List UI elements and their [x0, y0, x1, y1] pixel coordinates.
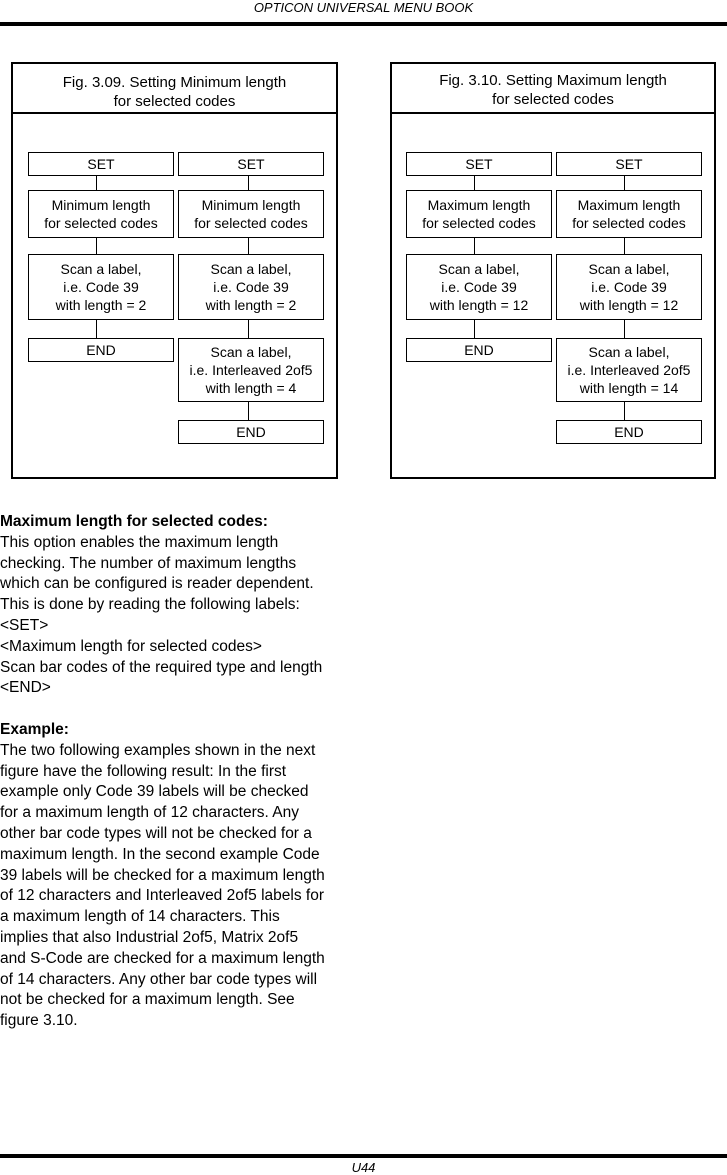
body-text	[0, 512, 352, 1032]
text-line: <SET>	[0, 616, 49, 634]
scan-box: Scan a label, i.e. Interleaved 2of5 with length = 14	[556, 338, 702, 402]
connector	[474, 176, 475, 190]
section-heading: Maximum length for selected codes:	[0, 513, 268, 530]
text-line: not be checked for a maximum length. See	[0, 991, 295, 1009]
connector	[96, 320, 97, 338]
end-box: END	[556, 420, 702, 444]
connector	[624, 238, 625, 254]
figure-min-title-line1: Fig. 3.09. Setting Minimum length	[62, 74, 287, 91]
scan-box: Scan a label, i.e. Code 39 with length = 2	[28, 254, 174, 320]
option-box: Maximum length for selected codes	[406, 190, 552, 238]
figure-max-title	[392, 64, 714, 114]
text-line: <END>	[0, 679, 51, 697]
set-box: SET	[556, 152, 702, 176]
connector	[624, 320, 625, 338]
scan-box: Scan a label, i.e. Code 39 with length = 2	[178, 254, 324, 320]
text-line: other bar code types will not be checked for a	[0, 824, 312, 842]
text-line: implies that also Industrial 2of5, Matrix 2of5	[0, 928, 299, 946]
text-line: a maximum length of 14 characters. This	[0, 908, 280, 926]
text-line: checking. The number of maximum lengths	[0, 554, 297, 572]
option-box: Minimum length for selected codes	[178, 190, 324, 238]
footer-rule	[0, 1154, 727, 1158]
end-box: END	[178, 420, 324, 444]
text-line: and S-Code are checked for a maximum length	[0, 949, 325, 967]
page-header: OPTICON UNIVERSAL MENU BOOK	[253, 0, 474, 15]
text-line: This is done by reading the following labels:	[0, 596, 300, 614]
scan-box: Scan a label, i.e. Interleaved 2of5 with length = 4	[178, 338, 324, 402]
connector	[624, 402, 625, 420]
end-box: END	[28, 338, 174, 362]
text-line: figure have the following result: In the first	[0, 762, 287, 780]
example-heading: Example:	[0, 720, 69, 738]
text-line: for a maximum length of 12 characters. Any	[0, 804, 299, 822]
scan-box: Scan a label, i.e. Code 39 with length = 12	[556, 254, 702, 320]
set-box: SET	[406, 152, 552, 176]
option-box: Minimum length for selected codes	[28, 190, 174, 238]
text-line: This option enables the maximum length	[0, 533, 279, 551]
text-line: which can be configured is reader dependent.	[0, 575, 314, 593]
scan-box: Scan a label, i.e. Code 39 with length = 12	[406, 254, 552, 320]
connector	[96, 176, 97, 190]
figure-min-title-line2: for selected codes	[113, 93, 236, 110]
set-box: SET	[178, 152, 324, 176]
text-line: maximum length. In the second example Code	[0, 845, 320, 863]
text-line: example only Code 39 labels will be checked	[0, 783, 309, 801]
text-line: Scan bar codes of the required type and length	[0, 658, 323, 676]
text-line: 39 labels will be checked for a maximum length	[0, 866, 325, 884]
connector	[474, 320, 475, 338]
connector	[248, 402, 249, 420]
end-box: END	[406, 338, 552, 362]
figure-max-title-line2: for selected codes	[492, 91, 614, 108]
connector	[96, 238, 97, 254]
connector	[248, 238, 249, 254]
header-rule	[0, 22, 727, 26]
set-box: SET	[28, 152, 174, 176]
text-line: of 14 characters. Any other bar code types will	[0, 970, 318, 988]
text-line: <Maximum length for selected codes>	[0, 637, 262, 655]
page-number: U44	[351, 1160, 376, 1175]
option-box: Maximum length for selected codes	[556, 190, 702, 238]
figure-min-title	[13, 64, 336, 114]
connector	[474, 238, 475, 254]
text-line: of 12 characters and Interleaved 2of5 labels for	[0, 887, 324, 905]
connector	[248, 320, 249, 338]
connector	[248, 176, 249, 190]
text-line: figure 3.10.	[0, 1012, 78, 1030]
connector	[624, 176, 625, 190]
text-line: The two following examples shown in the next	[0, 741, 316, 759]
figure-max-title-line1: Fig. 3.10. Setting Maximum length	[439, 72, 667, 89]
